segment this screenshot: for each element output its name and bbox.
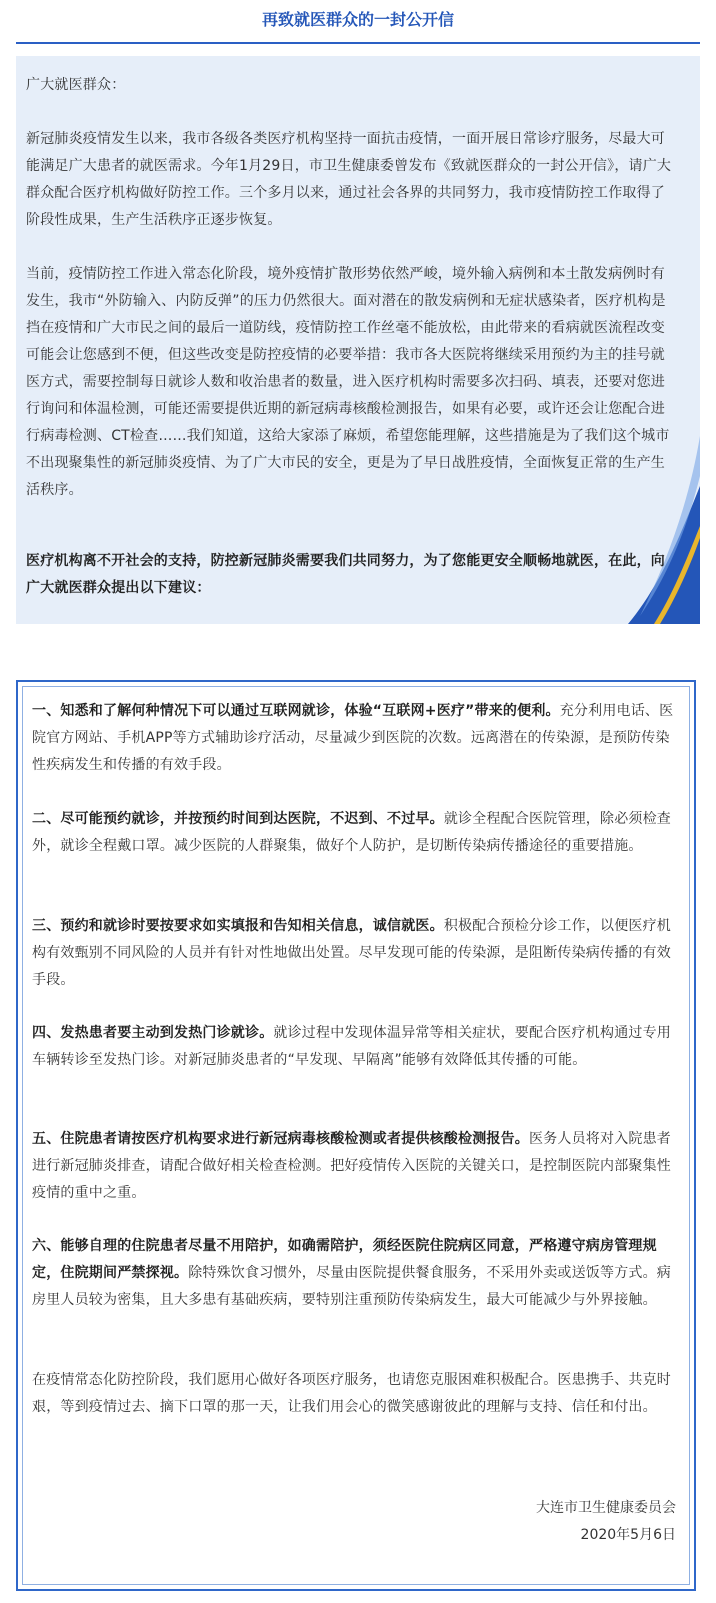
signature-date: 2020年5月6日	[580, 1527, 676, 1543]
suggestions-panel	[16, 680, 696, 1591]
suggestion-heading: 二、尽可能预约就诊，并按预约时间到达医院，不迟到、不过早。	[32, 811, 444, 827]
suggestion-item	[32, 698, 680, 779]
page-title: 再致就医群众的一封公开信	[261, 10, 454, 29]
suggestion-text: 就诊全程配合医院管理，除必须检查外，就诊全程戴口罩。减少医院的人群聚集，做好个人防护，是切断传染病传播途径的重要措施。	[32, 811, 672, 854]
signature-org: 大连市卫生健康委员会	[536, 1500, 676, 1516]
suggestion-heading: 一、知悉和了解何种情况下可以通过互联网就诊，体验“互联网+医疗”带来的便利。	[32, 703, 560, 719]
suggestion-item	[32, 1233, 680, 1314]
suggestion-heading: 六、能够自理的住院患者尽量不用陪护，如确需陪护，须经医院住院病区同意，严格遵守病房管理规定，住院期间严禁探视。	[32, 1238, 657, 1281]
suggestion-text: 充分利用电话、医院官方网站、手机APP等方式辅助诊疗活动，尽量减少到医院的次数。远离潜在的传染源，是预防传染性疾病发生和传播的有效手段。	[32, 703, 674, 773]
intro-paragraph-3: 医疗机构离不开社会的支持，防控新冠肺炎需要我们共同努力，为了您能更安全顺畅地就医，在此，向广大就医群众提出以下建议：	[26, 553, 665, 596]
intro-paragraph-2: 当前，疫情防控工作进入常态化阶段，境外疫情扩散形势依然严峻，境外输入病例和本土散发病例时有发生，我市“外防输入、内防反弹”的压力仍然很大。面对潜在的散发病例和无症状感染者，医疗机构是挡在疫情和广大市民之间的最后一道防线，疫情防控工作丝毫不能放松，由此带来的看病就医流程改变可能会让您感到不便，但这些改变是防控疫情的必要举措：我市各大医院将继续采用预约为主的挂号就医方式，需要控制每日就诊人数和收治患者的数量，进入医疗机构时需要多次扫码、填表，还要对您进行询问和体温检测，可能还需要提供近期的新冠病毒核酸检测报告，如果有必要，或许还会让您配合进行病毒检测、CT检查……我们知道，这给大家添了麻烦，希望您能理解，这些措施是为了我们这个城市不出现聚集性的新冠肺炎疫情、为了广大市民的安全，更是为了早日战胜疫情，全面恢复正常的生产生活秩序。	[26, 266, 670, 498]
suggestion-item	[32, 1126, 680, 1207]
suggestion-heading: 五、住院患者请按医疗机构要求进行新冠病毒核酸检测或者提供核酸检测报告。	[32, 1131, 529, 1147]
suggestion-item	[32, 806, 680, 860]
intro-panel	[16, 56, 700, 624]
title-divider	[16, 42, 700, 44]
suggestion-text: 医务人员将对入院患者进行新冠肺炎排查，请配合做好相关检查检测。把好疫情传入医院的关键关口，是控制医院内部聚集性疫情的重中之重。	[32, 1131, 671, 1201]
suggestion-heading: 四、发热患者要主动到发热门诊就诊。	[32, 1025, 274, 1041]
suggestion-text: 就诊过程中发现体温异常等相关症状，要配合医疗机构通过专用车辆转诊至发热门诊。对新冠肺炎患者的“早发现、早隔离”能够有效降低其传播的可能。	[32, 1025, 672, 1068]
intro-paragraph-1: 新冠肺炎疫情发生以来，我市各级各类医疗机构坚持一面抗击疫情，一面开展日常诊疗服务，尽最大可能满足广大患者的就医需求。今年1月29日，市卫生健康委曾发布《致就医群众的一封公开信》，请广大群众配合医疗机构做好防控工作。三个多月以来，通过社会各界的共同努力，我市疫情防控工作取得了阶段性成果，生产生活秩序正逐步恢复。	[26, 131, 672, 228]
suggestion-text: 除特殊饮食习惯外，尽量由医院提供餐食服务，不采用外卖或送饭等方式。病房里人员较为密集，且大多患有基础疾病，要特别注重预防传染病发生，最大可能减少与外界接触。	[32, 1265, 672, 1308]
suggestion-item	[32, 913, 680, 994]
suggestion-text: 积极配合预检分诊工作，以便医疗机构有效甄别不同风险的人员并有针对性地做出处置。尽早发现可能的传染源，是阻断传染病传播的有效手段。	[32, 918, 672, 988]
suggestion-item	[32, 1020, 680, 1074]
closing-paragraph: 在疫情常态化防控阶段，我们愿用心做好各项医疗服务，也请您克服困难积极配合。医患携手、共克时艰，等到疫情过去、摘下口罩的那一天，让我们用会心的微笑感谢彼此的理解与支持、信任和付出。	[32, 1372, 671, 1415]
greeting: 广大就医群众：	[26, 77, 126, 93]
suggestion-heading: 三、预约和就诊时要按要求如实填报和告知相关信息，诚信就医。	[32, 918, 444, 934]
